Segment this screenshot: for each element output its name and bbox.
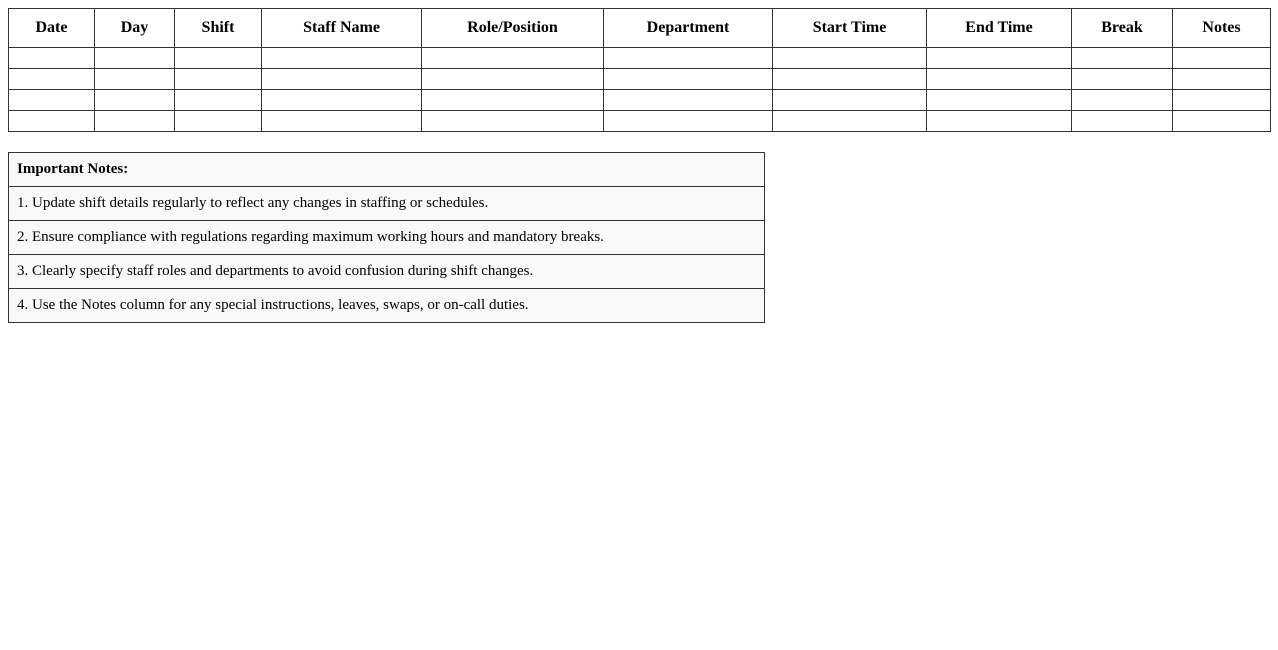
table-cell	[773, 69, 927, 90]
column-header-staff-name: Staff Name	[262, 9, 422, 48]
table-cell	[1072, 111, 1173, 132]
table-cell	[927, 90, 1072, 111]
table-cell	[175, 69, 262, 90]
table-cell	[1173, 69, 1271, 90]
table-cell	[604, 69, 773, 90]
column-header-day: Day	[95, 9, 175, 48]
table-cell	[927, 69, 1072, 90]
table-cell	[262, 48, 422, 69]
table-cell	[175, 90, 262, 111]
shift-schedule-table	[8, 8, 1271, 132]
table-cell	[604, 48, 773, 69]
table-cell	[927, 48, 1072, 69]
note-item: 4. Use the Notes column for any special instructions, leaves, swaps, or on-call duties.	[9, 289, 765, 323]
table-cell	[9, 111, 95, 132]
table-cell	[1173, 90, 1271, 111]
column-header-break: Break	[1072, 9, 1173, 48]
table-row	[9, 111, 1271, 132]
table-cell	[1072, 69, 1173, 90]
table-cell	[1173, 111, 1271, 132]
column-header-end-time: End Time	[927, 9, 1072, 48]
table-cell	[95, 69, 175, 90]
note-item: 3. Clearly specify staff roles and departments to avoid confusion during shift changes.	[9, 255, 765, 289]
table-cell	[262, 111, 422, 132]
table-cell	[773, 90, 927, 111]
table-cell	[95, 111, 175, 132]
column-header-department: Department	[604, 9, 773, 48]
column-header-role-position: Role/Position	[422, 9, 604, 48]
table-cell	[9, 90, 95, 111]
notes-heading: Important Notes:	[9, 153, 765, 187]
list-item	[9, 221, 765, 255]
table-cell	[262, 90, 422, 111]
important-notes-table	[8, 152, 765, 323]
table-cell	[1072, 90, 1173, 111]
table-row	[9, 90, 1271, 111]
table-cell	[422, 111, 604, 132]
table-cell	[773, 111, 927, 132]
notes-heading-row	[9, 153, 765, 187]
table-cell	[604, 90, 773, 111]
table-row	[9, 48, 1271, 69]
column-header-date: Date	[9, 9, 95, 48]
table-cell	[604, 111, 773, 132]
note-item: 1. Update shift details regularly to reflect any changes in staffing or schedules.	[9, 187, 765, 221]
list-item	[9, 255, 765, 289]
column-header-notes: Notes	[1173, 9, 1271, 48]
table-cell	[927, 111, 1072, 132]
note-item: 2. Ensure compliance with regulations regarding maximum working hours and mandatory breaks.	[9, 221, 765, 255]
table-cell	[262, 69, 422, 90]
table-cell	[9, 48, 95, 69]
table-row	[9, 69, 1271, 90]
column-header-shift: Shift	[175, 9, 262, 48]
table-cell	[9, 69, 95, 90]
table-cell	[422, 48, 604, 69]
list-item	[9, 187, 765, 221]
table-cell	[422, 69, 604, 90]
table-cell	[175, 48, 262, 69]
column-header-start-time: Start Time	[773, 9, 927, 48]
table-cell	[1173, 48, 1271, 69]
table-cell	[422, 90, 604, 111]
table-cell	[175, 111, 262, 132]
table-cell	[95, 48, 175, 69]
table-cell	[773, 48, 927, 69]
list-item	[9, 289, 765, 323]
table-cell	[1072, 48, 1173, 69]
table-header-row	[9, 9, 1271, 48]
table-cell	[95, 90, 175, 111]
